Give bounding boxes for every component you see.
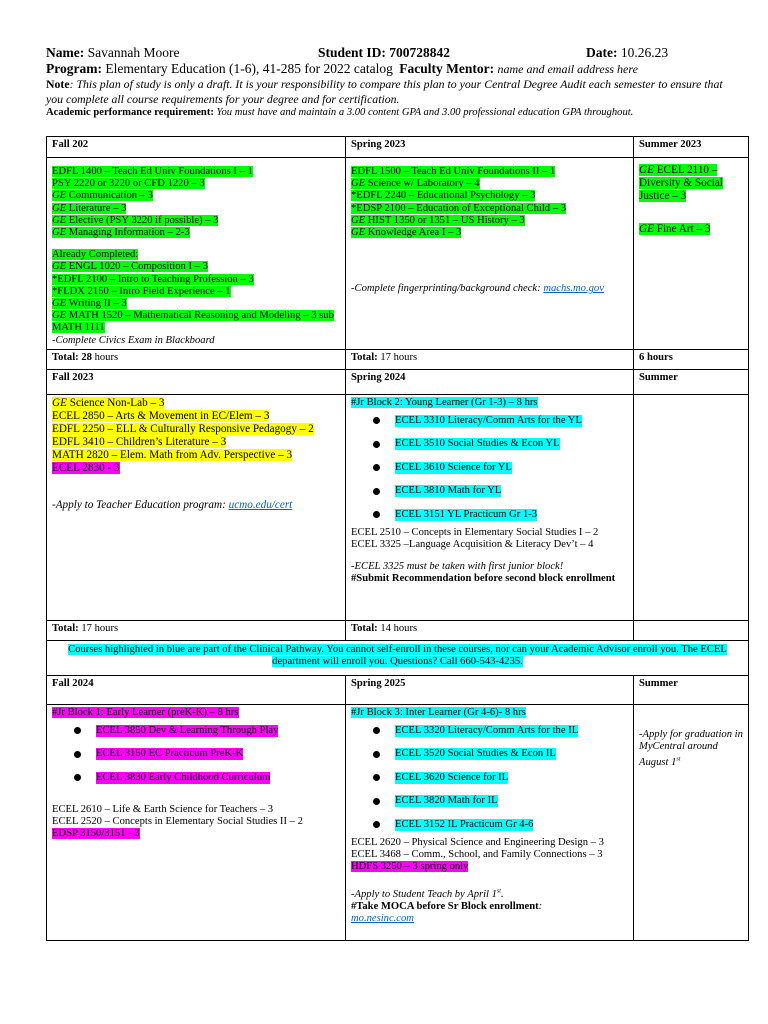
semester-heading: Summer 2023 xyxy=(634,137,749,158)
student-teach-end: . xyxy=(500,888,504,900)
bullet-icon xyxy=(373,821,380,828)
block-heading: #Jr Block 1: Early Learner (preK-K) – 8 hrs xyxy=(52,706,239,718)
academic-requirement xyxy=(46,106,732,120)
total-hours xyxy=(346,620,634,640)
total-value: 17 hours xyxy=(78,622,119,634)
ge-tag: GE xyxy=(351,214,366,226)
background-check-note: -Complete fingerprinting/background check: xyxy=(351,283,544,295)
table-row xyxy=(47,349,749,369)
ge-tag: GE xyxy=(351,178,366,190)
list-item xyxy=(373,719,628,743)
table-row xyxy=(47,394,749,620)
requirement-text: You must have and maintain a 3.00 content GPA and 3.00 professional education GPA throughout. xyxy=(216,107,634,118)
moca-note: #Take MOCA before Sr Block enrollment xyxy=(351,900,539,912)
course-line: ECEL 3152 IL Practicum Gr 4-6 xyxy=(395,818,534,830)
ge-tag: GE xyxy=(52,396,67,409)
program-value: Elementary Education (1-6), 41-285 for 2022 catalog xyxy=(105,61,393,76)
course-line: Literature – 3 xyxy=(66,202,127,214)
total-hours xyxy=(47,620,346,640)
course-cell-spring-2023 xyxy=(346,158,634,350)
ge-tag: GE xyxy=(52,190,67,202)
note-label: Note xyxy=(46,77,70,91)
program-label: Program: xyxy=(46,61,102,76)
course-line: ECEL 3810 Math for YL xyxy=(395,485,502,497)
course-line: Science w/ Laboratory – 4 xyxy=(365,178,480,190)
course-cell-summer-2024 xyxy=(634,394,749,620)
ge-tag: GE xyxy=(52,310,67,322)
course-line: Communication – 3 xyxy=(66,190,153,202)
course-cell-fall-2023 xyxy=(47,394,346,620)
list-item xyxy=(373,813,628,837)
course-line: Elective (PSY 3220 if possible) – 3 xyxy=(66,214,219,226)
course-line: ECEL 2520 – Concepts in Elementary Social Studies II – 2 xyxy=(52,815,303,827)
course-line: HIST 1350 or 1351 – US History – 3 xyxy=(365,214,525,226)
plan-header xyxy=(46,45,732,120)
list-item xyxy=(373,433,628,457)
completed-heading: Already Completed: xyxy=(52,249,139,261)
list-item xyxy=(373,456,628,480)
total-value: 28 xyxy=(81,351,92,363)
course-line: ECEL 3830 Early Childhood Curriculum xyxy=(96,771,271,783)
banner-text: Courses highlighted in blue are part of the Clinical Pathway. You cannot self-enroll in these courses, nor can your Academic Advisor enroll you. The ECEL department will enroll you. Questions? Call 660-543-4235. xyxy=(68,643,727,668)
bullet-icon xyxy=(373,798,380,805)
total-value: 14 hours xyxy=(377,622,418,634)
list-item xyxy=(373,409,628,433)
course-cell-spring-2025 xyxy=(346,704,634,940)
bullet-icon xyxy=(373,488,380,495)
course-line: ECEL 3150 EC Practicum PreK-K xyxy=(96,748,244,760)
date-value: 10.26.23 xyxy=(620,45,669,60)
course-cell-fall-2022 xyxy=(47,158,346,350)
course-line: Knowledge Area I – 3 xyxy=(365,227,462,239)
total-label: Total: xyxy=(351,622,378,634)
course-line: ECEL 3610 Science for YL xyxy=(395,461,512,473)
student-teach-text: -Apply to Student Teach by April 1 xyxy=(351,888,497,900)
bullet-icon xyxy=(74,774,81,781)
course-line: ENGL 1020 – Composition I – 3 xyxy=(66,261,208,273)
list-item xyxy=(373,790,628,814)
list-item xyxy=(74,719,340,743)
header-line-1 xyxy=(46,45,732,61)
graduation-note xyxy=(639,729,743,768)
date-label: Date: xyxy=(586,45,618,60)
ge-tag: GE xyxy=(52,227,67,239)
semester-heading: Spring 2023 xyxy=(346,137,634,158)
bullet-icon xyxy=(373,417,380,424)
table-row xyxy=(47,620,749,640)
list-item xyxy=(74,766,340,790)
ge-tag: GE xyxy=(52,202,67,214)
name-field xyxy=(46,45,179,61)
course-line: ECEL 2110 – Diversity & Social Justice – 3 xyxy=(639,164,723,202)
student-id-value: 700728842 xyxy=(389,45,451,60)
total-value: 17 hours xyxy=(380,351,418,363)
header-line-2 xyxy=(46,61,732,77)
course-line: MATH 1520 – Mathematical Reasoning and Modeling – 3 sub MATH 1111 xyxy=(52,310,334,334)
semester-heading: Spring 2025 xyxy=(346,675,634,704)
total-hours xyxy=(634,620,749,640)
course-line: ECEL 3468 – Comm., School, and Family Connections – 3 xyxy=(351,848,603,860)
ge-tag: GE xyxy=(639,164,654,176)
bullet-icon xyxy=(373,441,380,448)
bullet-icon xyxy=(74,751,81,758)
course-line: ECEL 3820 Math for IL xyxy=(395,795,498,807)
graduation-text: -Apply for graduation in MyCentral around August 1 xyxy=(639,728,743,768)
ge-tag: GE xyxy=(639,223,654,235)
table-row xyxy=(47,640,749,675)
bullet-icon xyxy=(373,511,380,518)
table-row xyxy=(47,137,749,158)
mentor-label: Faculty Mentor: xyxy=(399,61,495,76)
course-line: HDFS 3250 – 3 spring only xyxy=(351,860,469,872)
course-line: ECEL 3151 YL Practicum Gr 1-3 xyxy=(395,508,538,520)
total-label: Total: xyxy=(52,351,79,363)
course-line: ECEL 3310 Literacy/Comm Arts for the YL xyxy=(395,414,582,426)
semester-heading: Summer xyxy=(634,369,749,394)
total-hours xyxy=(346,349,634,369)
course-line: Managing Information – 2-3 xyxy=(66,227,190,239)
clinical-pathway-banner xyxy=(47,640,749,675)
block-note: -ECEL 3325 must be taken with first junior block! xyxy=(351,560,564,572)
superscript: st xyxy=(496,888,501,895)
bullet-icon xyxy=(373,464,380,471)
course-line: ECEL 2620 – Physical Science and Engineering Design – 3 xyxy=(351,836,604,848)
bullet-icon xyxy=(373,751,380,758)
table-row xyxy=(47,369,749,394)
course-line: *EDFL 2240 – Educational Psychology – 3 xyxy=(351,190,536,202)
bullet-icon xyxy=(74,727,81,734)
ge-tag: GE xyxy=(52,261,67,273)
bullet-icon xyxy=(373,774,380,781)
requirement-label: Academic performance requirement: xyxy=(46,107,214,118)
course-line: ECEL 3850 Dev & Learning Through Play xyxy=(96,724,279,736)
course-line: EDFL 2250 – ELL & Culturally Responsive Pedagogy – 2 xyxy=(52,422,314,435)
table-row xyxy=(47,158,749,350)
moca-link[interactable]: mo.nesinc.com xyxy=(351,913,414,925)
course-line: ECEL 3325 –Language Acquisition & Literacy Dev’t – 4 xyxy=(351,538,594,550)
ge-tag: GE xyxy=(351,227,366,239)
course-line: *EDFL 2100 – Intro to Teaching Profession – 3 xyxy=(52,273,254,285)
course-line: PSY 2220 or 3220 or CFD 1220 – 3 xyxy=(52,178,205,190)
note-text: : This plan of study is only a draft. It is your responsibility to compare this plan to your Central Degree Audit each semester to ensure that you complete all course requirements for your degree and for certification. xyxy=(46,77,723,106)
list-item xyxy=(373,766,628,790)
course-line: Writing II – 3 xyxy=(66,298,127,310)
semester-heading: Fall 2023 xyxy=(47,369,346,394)
course-cell-spring-2024 xyxy=(346,394,634,620)
background-check-link[interactable]: machs.mo.gov xyxy=(543,283,604,295)
course-line: EDFL 1400 – Teach Ed Univ Foundations I – 1 xyxy=(52,166,253,177)
course-line: ECEL 3320 Literacy/Comm Arts for the IL xyxy=(395,724,579,736)
list-item xyxy=(373,503,628,527)
course-line: ECEL 2830 - 3 xyxy=(52,461,120,474)
student-id-label: Student ID: xyxy=(318,45,386,60)
submit-recommendation-note: #Submit Recommendation before second block enrollment xyxy=(351,573,616,585)
name-label: Name: xyxy=(46,45,85,60)
course-cell-fall-2024 xyxy=(47,704,346,940)
course-line: *FLDX 2150 – Intro Field Experience – 1 xyxy=(52,285,231,297)
semester-heading: Fall 202 xyxy=(47,137,346,158)
course-line: ECEL 2510 – Concepts in Elementary Social Studies I – 2 xyxy=(351,526,599,538)
course-line: MATH 2820 – Elem. Math from Adv. Perspective – 3 xyxy=(52,448,293,461)
date-field xyxy=(586,45,668,61)
apply-teacher-ed-link[interactable]: ucmo.edu/cert xyxy=(228,498,293,511)
list-item xyxy=(74,743,340,767)
course-line: ECEL 3620 Science for IL xyxy=(395,771,509,783)
course-line: EDFL 3410 – Children’s Literature – 3 xyxy=(52,435,227,448)
table-row xyxy=(47,704,749,940)
course-cell-summer-2025 xyxy=(634,704,749,940)
apply-teacher-ed-note: -Apply to Teacher Education program: xyxy=(52,498,229,511)
list-item xyxy=(373,743,628,767)
list-item xyxy=(373,480,628,504)
name-value: Savannah Moore xyxy=(87,45,180,60)
course-line: ECEL 2610 – Life & Earth Science for Teachers – 3 xyxy=(52,803,274,815)
total-label: Total: xyxy=(52,622,79,634)
total-hours xyxy=(634,349,749,369)
note-paragraph xyxy=(46,77,732,106)
student-teach-note xyxy=(351,889,504,900)
course-line: ECEL 3510 Social Studies & Econ YL xyxy=(395,438,560,450)
course-cell-summer-2023 xyxy=(634,158,749,350)
course-line: *EDSP 2100 – Education of Exceptional Child – 3 xyxy=(351,202,566,214)
plan-of-study-table xyxy=(46,136,749,941)
civics-note: -Complete Civics Exam in Blackboard xyxy=(52,334,215,346)
total-label: Total: xyxy=(351,351,378,363)
ge-tag: GE xyxy=(52,214,67,226)
ge-tag: GE xyxy=(52,298,67,310)
student-id-field xyxy=(318,45,450,61)
block-heading: #Jr Block 3: Inter Learner (Gr 4-6)- 8 hrs xyxy=(351,706,526,718)
total-value: 6 hours xyxy=(639,351,673,363)
mentor-value: name and email address here xyxy=(497,62,638,76)
block-heading: #Jr Block 2: Young Learner (Gr 1-3) – 8 hrs xyxy=(351,396,538,408)
moca-colon: : xyxy=(538,900,543,912)
course-line: EDSP 3150/3151 - 3 xyxy=(52,827,140,839)
semester-heading: Spring 2024 xyxy=(346,369,634,394)
course-line: Fine Art – 3 xyxy=(653,223,711,235)
semester-heading: Summer xyxy=(634,675,749,704)
course-line: ECEL 2850 – Arts & Movement in EC/Elem – 3 xyxy=(52,409,270,422)
table-row xyxy=(47,675,749,704)
course-line: ECEL 3520 Social Studies & Econ IL xyxy=(395,748,556,760)
total-unit: hours xyxy=(91,351,119,363)
bullet-icon xyxy=(373,727,380,734)
total-hours xyxy=(47,349,346,369)
course-line: Science Non-Lab – 3 xyxy=(66,396,165,409)
superscript: st xyxy=(676,756,681,763)
course-line: EDFL 1500 – Teach Ed Univ Foundations II – 1 xyxy=(351,166,556,177)
semester-heading: Fall 2024 xyxy=(47,675,346,704)
